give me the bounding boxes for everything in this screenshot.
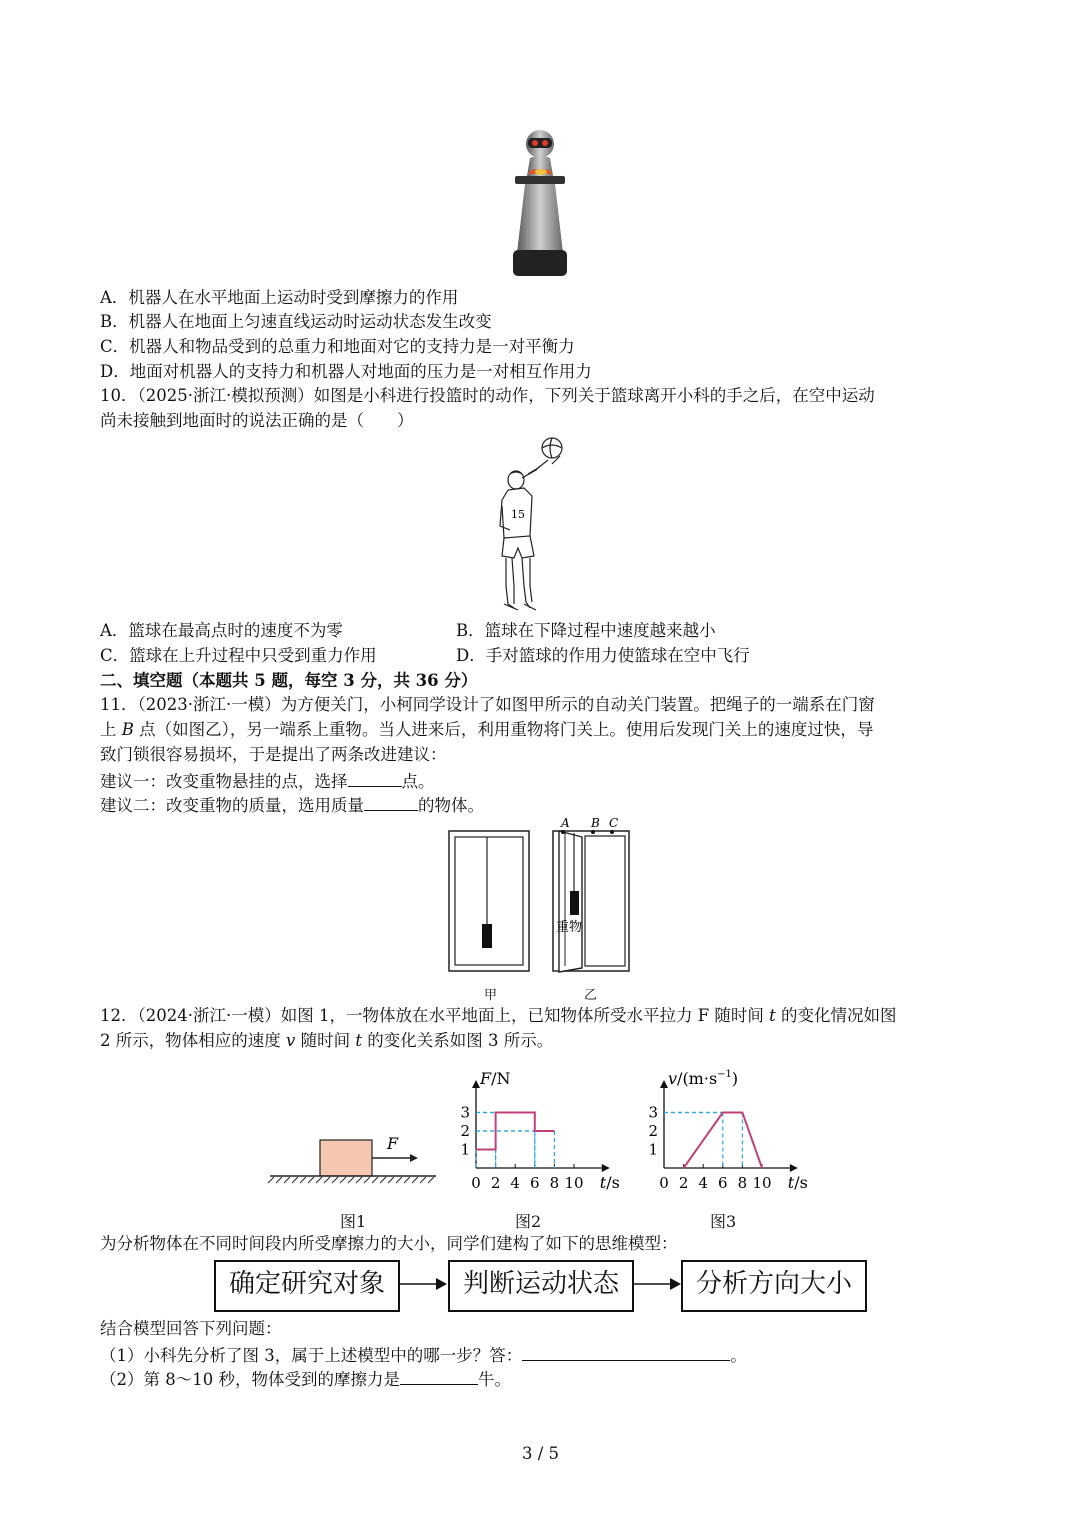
q10-stem-line1: 10．（2025·浙江·模拟预测）如图是小科进行投篮时的动作，下列关于篮球离开小科的手之后，在空中运动 <box>100 386 875 405</box>
x-axis-label: t/s <box>599 1173 620 1192</box>
q12-answer-intro: 结合模型回答下列问题： <box>100 1319 282 1338</box>
x-tick-label: 2 <box>490 1174 501 1192</box>
q11-blank-1[interactable] <box>348 768 402 787</box>
q12-blank-1[interactable] <box>522 1342 730 1361</box>
basketball-player-figure <box>488 436 588 614</box>
x-tick-label: 8 <box>737 1174 748 1192</box>
q10-option-a: A．篮球在最高点时的速度不为零 <box>100 621 343 640</box>
ground-hatch <box>388 1177 394 1183</box>
weight-label: 重物 <box>556 920 583 935</box>
q11-blank-2[interactable] <box>364 792 418 811</box>
ground-hatch <box>428 1177 434 1183</box>
q9-option-d: D．地面对机器人的支持力和机器人对地面的压力是一对相互作用力 <box>100 362 592 381</box>
y-axis-arrow <box>660 1080 668 1088</box>
ground-hatch <box>356 1177 362 1183</box>
y-axis-label: F/N <box>480 1069 511 1088</box>
ground-hatch <box>420 1177 426 1183</box>
fig-caption-2: 图2 <box>515 1212 542 1231</box>
q9-option-b: B．机器人在地面上匀速直线运动时运动状态发生改变 <box>100 312 492 331</box>
ground-hatch <box>292 1177 298 1183</box>
y-tick-label: 2 <box>460 1122 470 1140</box>
y-tick-label: 2 <box>648 1122 658 1140</box>
y-axis-arrow <box>472 1080 480 1088</box>
x-tick-label: 10 <box>752 1174 772 1192</box>
x-tick-label: 4 <box>698 1174 708 1192</box>
q12-sub1: （1）小科先分析了图 3，属于上述模型中的哪一步？答： 。 <box>100 1342 747 1368</box>
series-line <box>476 1113 554 1150</box>
q10-option-b: B．篮球在下降过程中速度越来越小 <box>456 621 716 640</box>
q9-option-c: C．机器人和物品受到的总重力和地面对它的支持力是一对平衡力 <box>100 337 575 356</box>
figure-1-block <box>268 1128 440 1184</box>
door-figure-yi <box>552 816 634 972</box>
ground-hatch <box>316 1177 322 1183</box>
page-number: 3 / 5 <box>522 1444 560 1463</box>
ground-hatch <box>396 1177 402 1183</box>
ground-hatch <box>308 1177 314 1183</box>
q12-model-intro: 为分析物体在不同时间段内所受摩擦力的大小，同学们建构了如下的思维模型： <box>100 1234 678 1253</box>
q12-sub2: （2）第 8～10 秒，物体受到的摩擦力是 牛。 <box>100 1366 511 1392</box>
y-tick-label: 3 <box>460 1103 470 1122</box>
ground-hatch <box>300 1177 306 1183</box>
fig-caption-1: 图1 <box>340 1212 367 1231</box>
ground-hatch <box>372 1177 378 1183</box>
y-tick-label: 3 <box>648 1103 658 1122</box>
ground-hatch <box>380 1177 386 1183</box>
ground-hatch <box>404 1177 410 1183</box>
q11-suggestion-1: 建议一：改变重物悬挂的点，选择 点。 <box>100 768 435 794</box>
q9-option-a: A．机器人在水平地面上运动时受到摩擦力的作用 <box>100 288 459 307</box>
model-arrow-1 <box>398 1276 448 1292</box>
fig-caption-3: 图3 <box>710 1212 737 1231</box>
ground-hatch <box>268 1177 274 1183</box>
x-axis-arrow <box>790 1164 798 1172</box>
model-arrow-2 <box>632 1276 682 1292</box>
model-step-1: 确定研究对象 <box>214 1260 400 1312</box>
q10-option-c: C．篮球在上升过程中只受到重力作用 <box>100 646 377 665</box>
x-tick-label: 4 <box>510 1174 520 1192</box>
point-a-label: A <box>561 816 570 830</box>
q12-blank-2[interactable] <box>400 1366 478 1385</box>
chart-force-time <box>440 1060 640 1200</box>
force-label: F <box>387 1134 399 1153</box>
fig-caption-yi: 乙 <box>584 988 598 1003</box>
ground-hatch <box>284 1177 290 1183</box>
ground-hatch <box>332 1177 338 1183</box>
x-tick-label: 10 <box>564 1174 584 1192</box>
ground-hatch <box>364 1177 370 1183</box>
x-tick-label: 0 <box>659 1174 669 1192</box>
q12-line1: 12．（2024·浙江·一模）如图 1，一物体放在水平地面上，已知物体所受水平拉力 F 随时间 t 的变化情况如图 <box>100 1006 897 1025</box>
q10-stem-line2: 尚未接触到地面时的说法正确的是（ ） <box>100 411 414 430</box>
x-tick-label: 2 <box>678 1174 689 1192</box>
fig-caption-jia: 甲 <box>484 988 498 1003</box>
y-axis-label: $v/(m\cdot s^{-1})$ <box>668 1069 739 1088</box>
ground-hatch <box>412 1177 418 1183</box>
x-tick-label: 8 <box>549 1174 560 1192</box>
door-figure-jia <box>448 830 530 972</box>
x-tick-label: 0 <box>471 1174 481 1192</box>
q11-line1: 11．（2023·浙江·一模）为方便关门，小柯同学设计了如图甲所示的自动关门装置。把绳子的一端系在门窗 <box>100 695 875 714</box>
y-tick-label: 1 <box>460 1140 470 1159</box>
q11-line2: 上 B 点（如图乙），另一端系上重物。当人进来后，利用重物将门关上。使用后发现门关上的速度过快，导 <box>100 720 874 739</box>
jersey-number: 15 <box>511 508 525 521</box>
point-c-label: C <box>609 816 619 830</box>
point-b-label: B <box>591 816 600 830</box>
ground-hatch <box>276 1177 282 1183</box>
model-step-3: 分析方向大小 <box>681 1260 867 1312</box>
chart-velocity-time <box>628 1054 828 1200</box>
x-axis-arrow <box>602 1164 610 1172</box>
x-axis-label: t/s <box>787 1173 808 1192</box>
section-title: 二、填空题（本题共 5 题，每空 3 分，共 36 分） <box>100 671 478 690</box>
q12-line2: 2 所示，物体相应的速度 v 随时间 t 的变化关系如图 3 所示。 <box>100 1031 554 1050</box>
robot-figure <box>505 128 575 283</box>
ground-hatch <box>324 1177 330 1183</box>
ground-hatch <box>348 1177 354 1183</box>
q10-option-d: D．手对篮球的作用力使篮球在空中飞行 <box>456 646 750 665</box>
model-step-2: 判断运动状态 <box>448 1260 634 1312</box>
q11-line3: 致门锁很容易损坏，于是提出了两条改进建议： <box>100 745 447 764</box>
x-tick-label: 6 <box>530 1174 540 1192</box>
ground-hatch <box>340 1177 346 1183</box>
y-tick-label: 1 <box>648 1140 658 1159</box>
x-tick-label: 6 <box>718 1174 728 1192</box>
q11-suggestion-2: 建议二：改变重物的质量，选用质量 的物体。 <box>100 792 484 818</box>
